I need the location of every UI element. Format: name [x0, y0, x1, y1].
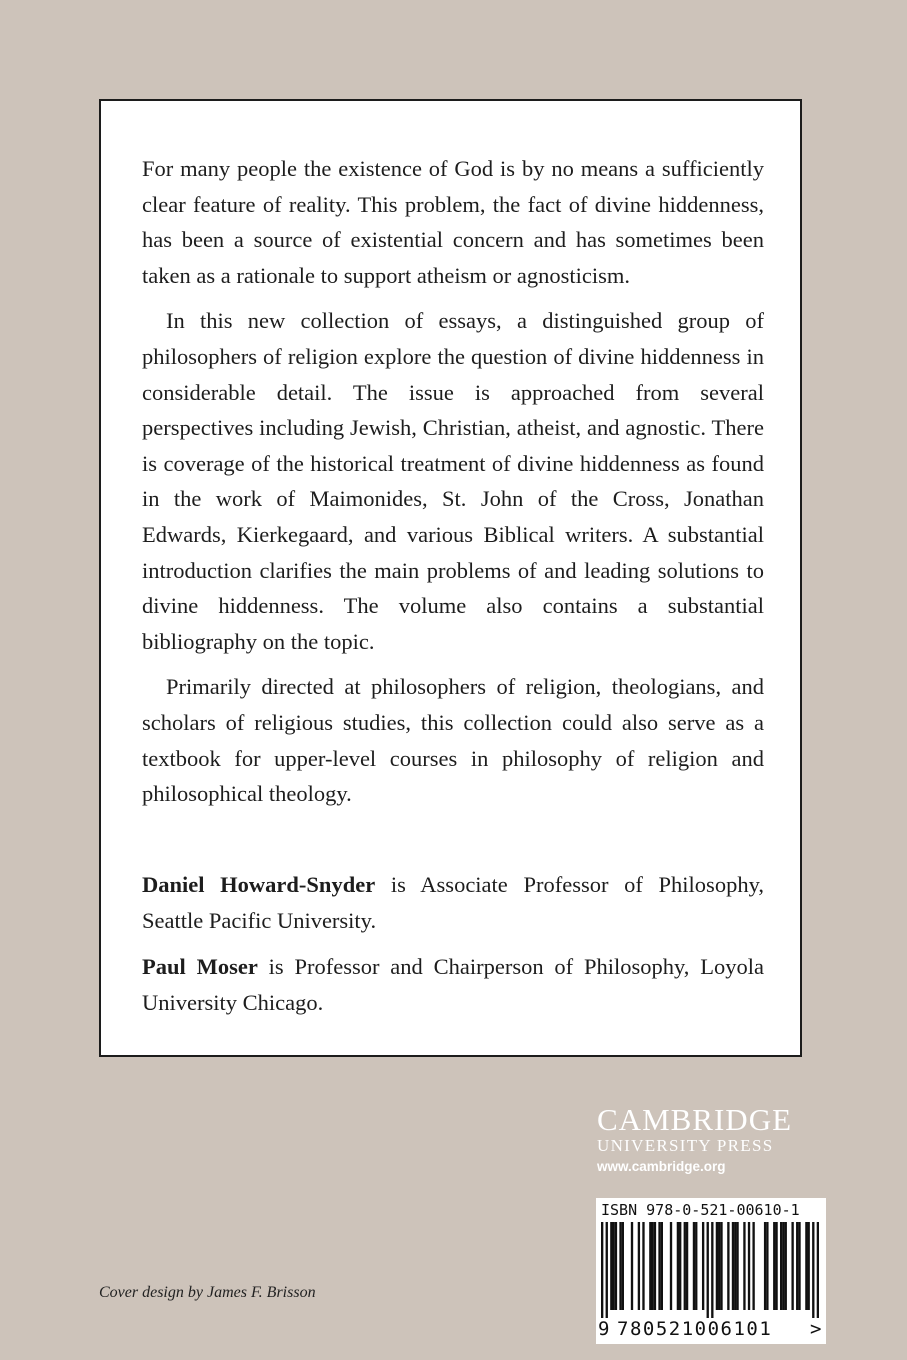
barcode-bar: [808, 1222, 810, 1310]
author-description: is Associate Professor of Philosophy, Seattle Pacific University.: [142, 872, 764, 933]
barcode-bar: [686, 1222, 688, 1310]
publisher-name: CAMBRIDGE: [597, 1102, 793, 1137]
barcode-bar: [743, 1222, 745, 1310]
barcode-bar: [619, 1222, 621, 1310]
barcode-bar: [752, 1222, 754, 1310]
author-name: Paul Moser: [142, 954, 258, 980]
barcode-bar: [601, 1222, 603, 1318]
barcode-digits: 780521006101: [617, 1318, 773, 1340]
barcode-bar: [615, 1222, 617, 1310]
barcode-bar: [670, 1222, 672, 1310]
barcode-bar: [658, 1222, 660, 1310]
barcode-bar: [631, 1222, 633, 1310]
barcode-bar: [716, 1222, 718, 1310]
barcode-bar: [622, 1222, 624, 1310]
author-bios: [142, 867, 764, 1031]
author-bio: [142, 867, 764, 938]
barcode-bar: [679, 1222, 681, 1310]
barcode-bar: [707, 1222, 709, 1318]
barcode-bar: [748, 1222, 750, 1310]
barcode-bar: [805, 1222, 807, 1310]
text-panel: [99, 99, 802, 1057]
cover-design-credit: Cover design by James F. Brisson: [99, 1284, 316, 1301]
barcode-bar: [727, 1222, 729, 1310]
barcode-bar: [734, 1222, 736, 1310]
barcode-bar: [610, 1222, 612, 1310]
barcode-bar: [782, 1222, 784, 1310]
barcode-bar: [732, 1222, 734, 1310]
barcode-bar: [812, 1222, 814, 1318]
barcode-bar: [638, 1222, 640, 1310]
barcode-bar: [780, 1222, 782, 1310]
barcode-bar: [720, 1222, 722, 1310]
publisher-website: www.cambridge.org: [597, 1159, 726, 1174]
isbn-barcode: [596, 1198, 826, 1344]
barcode-bar: [817, 1222, 819, 1318]
barcode-bar: [654, 1222, 656, 1310]
author-description: is Professor and Chairperson of Philosophy, Loyola University Chicago.: [142, 954, 764, 1015]
isbn-label: ISBN 978-0-521-00610-1: [601, 1201, 800, 1219]
barcode-bar: [702, 1222, 704, 1310]
barcode-bar: [661, 1222, 663, 1310]
barcode-bar: [798, 1222, 800, 1310]
barcode-bar: [693, 1222, 695, 1310]
blurb-paragraph: In this new collection of essays, a distinguished group of philosophers of religion explore the question of divine hiddenness in considerable detail. The issue is approached from several perspectives including Jewish, Christian, atheist, and agnostic. There is coverage of the historical treatment of divine hiddenness as found in the work of Maimonides, St. John of the Cross, Jonathan Edwards, Kierkegaard, and various Biblical writers. A substantial introduction clarifies the main problems of and leading solutions to divine hiddenness. The volume also contains a substantial bibliography on the topic.: [142, 308, 764, 654]
barcode-bars: [601, 1222, 819, 1318]
barcode-bar: [612, 1222, 614, 1310]
barcode-bar: [796, 1222, 798, 1310]
barcode-bar: [711, 1222, 713, 1318]
author-name: Daniel Howard-Snyder: [142, 872, 376, 897]
blurb-paragraph: Primarily directed at philosophers of religion, theologians, and scholars of religious studies, this collection could also serve as a textbook for upper-level courses in philosophy of religion and philosophical theology.: [142, 674, 764, 807]
barcode-bar: [651, 1222, 653, 1310]
author-bio: [142, 949, 764, 1020]
barcode-bar: [642, 1222, 644, 1310]
barcode-bar: [606, 1222, 608, 1318]
publisher-subtitle: UNIVERSITY PRESS: [597, 1136, 774, 1155]
barcode-bar: [677, 1222, 679, 1310]
barcode-bar: [649, 1222, 651, 1310]
barcode-bar: [775, 1222, 777, 1310]
barcode-bar: [791, 1222, 793, 1310]
blurb: [142, 151, 764, 822]
barcode-bar: [764, 1222, 766, 1310]
barcode-bar: [736, 1222, 738, 1310]
barcode-bar: [695, 1222, 697, 1310]
barcode-first-digit: 9: [598, 1318, 610, 1340]
barcode-bar: [785, 1222, 787, 1310]
blurb-paragraph: For many people the existence of God is by no means a sufficiently clear feature of reality. This problem, the fact of divine hiddenness, has been a source of existential concern and has sometimes been taken as a rationale to support atheism or agnosticism.: [142, 156, 764, 288]
publisher-logo: [597, 1104, 827, 1177]
barcode-bar: [718, 1222, 720, 1310]
barcode-arrow: >: [810, 1318, 822, 1340]
barcode-bar: [684, 1222, 686, 1310]
barcode-bar: [766, 1222, 768, 1310]
barcode-bar: [773, 1222, 775, 1310]
